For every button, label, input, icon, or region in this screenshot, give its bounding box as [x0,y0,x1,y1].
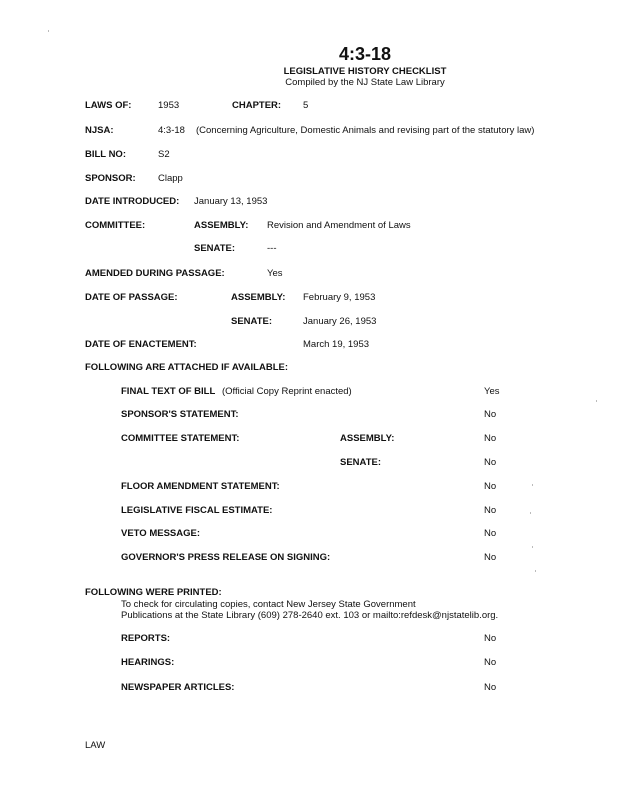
scan-speck [48,30,49,32]
passage-assembly-label: ASSEMBLY: [231,292,286,303]
bill-no-value: S2 [158,149,170,160]
njsa-label: NJSA: [85,125,114,136]
veto-message-label: VETO MESSAGE: [121,528,201,539]
floor-amendment-label: FLOOR AMENDMENT STATEMENT: [121,481,280,492]
njsa-description: (Concerning Agriculture, Domestic Animals and revising part of the statutory law) [196,125,535,136]
printed-note-line2: Publications at the State Library (609) 278-2640 ext. 103 or mailto:refdesk@njstatelib.org. [121,610,499,621]
committee-statement-assembly-value: No [484,433,497,444]
scan-speck [535,570,536,572]
chapter-value: 5 [303,100,309,111]
committee-label: COMMITTEE: [85,220,146,231]
date-introduced-label: DATE INTRODUCED: [85,196,180,207]
date-introduced-value: January 13, 1953 [194,196,268,207]
final-text-value: Yes [484,386,500,397]
amended-label: AMENDED DURING PASSAGE: [85,268,225,279]
passage-assembly-value: February 9, 1953 [303,292,376,303]
committee-senate-label: SENATE: [194,243,235,254]
bill-no-label: BILL NO: [85,149,126,160]
laws-of-label: LAWS OF: [85,100,132,111]
reports-value: No [484,633,497,644]
newspaper-articles-value: No [484,682,497,693]
floor-amendment-value: No [484,481,497,492]
document-heading: LEGISLATIVE HISTORY CHECKLIST [283,66,447,77]
footer-label: LAW [85,740,106,751]
date-of-passage-label: DATE OF PASSAGE: [85,292,178,303]
committee-senate-value: --- [267,243,277,254]
amended-value: Yes [267,268,283,279]
sponsor-label: SPONSOR: [85,173,136,184]
reports-label: REPORTS: [121,633,171,644]
printed-note-line1: To check for circulating copies, contact New Jersey State Government [121,599,416,610]
scan-speck [532,546,533,548]
njsa-value: 4:3-18 [158,125,185,136]
committee-statement-senate-label: SENATE: [340,457,381,468]
committee-statement-assembly-label: ASSEMBLY: [340,433,395,444]
date-of-enactment-label: DATE OF ENACTEMENT: [85,339,197,350]
scan-speck [530,512,531,514]
passage-senate-label: SENATE: [231,316,272,327]
final-text-note: (Official Copy Reprint enacted) [222,386,352,397]
scan-speck [532,484,533,486]
press-release-value: No [484,552,497,563]
sponsor-statement-label: SPONSOR'S STATEMENT: [121,409,239,420]
passage-senate-value: January 26, 1953 [303,316,377,327]
veto-message-value: No [484,528,497,539]
scan-speck [596,400,597,402]
laws-of-value: 1953 [158,100,180,111]
attached-heading: FOLLOWING ARE ATTACHED IF AVAILABLE: [85,362,288,373]
chapter-label: CHAPTER: [232,100,282,111]
committee-assembly-value: Revision and Amendment of Laws [267,220,411,231]
compiled-by-line: Compiled by the NJ State Law Library [285,77,445,88]
committee-assembly-label: ASSEMBLY: [194,220,249,231]
document-number: 4:3-18 [338,44,392,64]
hearings-label: HEARINGS: [121,657,175,668]
press-release-label: GOVERNOR'S PRESS RELEASE ON SIGNING: [121,552,331,563]
sponsor-statement-value: No [484,409,497,420]
date-of-enactment-value: March 19, 1953 [303,339,370,350]
committee-statement-senate-value: No [484,457,497,468]
final-text-label: FINAL TEXT OF BILL [121,386,216,397]
printed-heading: FOLLOWING WERE PRINTED: [85,587,222,598]
sponsor-value: Clapp [158,173,183,184]
newspaper-articles-label: NEWSPAPER ARTICLES: [121,682,235,693]
committee-statement-label: COMMITTEE STATEMENT: [121,433,240,444]
fiscal-estimate-label: LEGISLATIVE FISCAL ESTIMATE: [121,505,273,516]
hearings-value: No [484,657,497,668]
fiscal-estimate-value: No [484,505,497,516]
